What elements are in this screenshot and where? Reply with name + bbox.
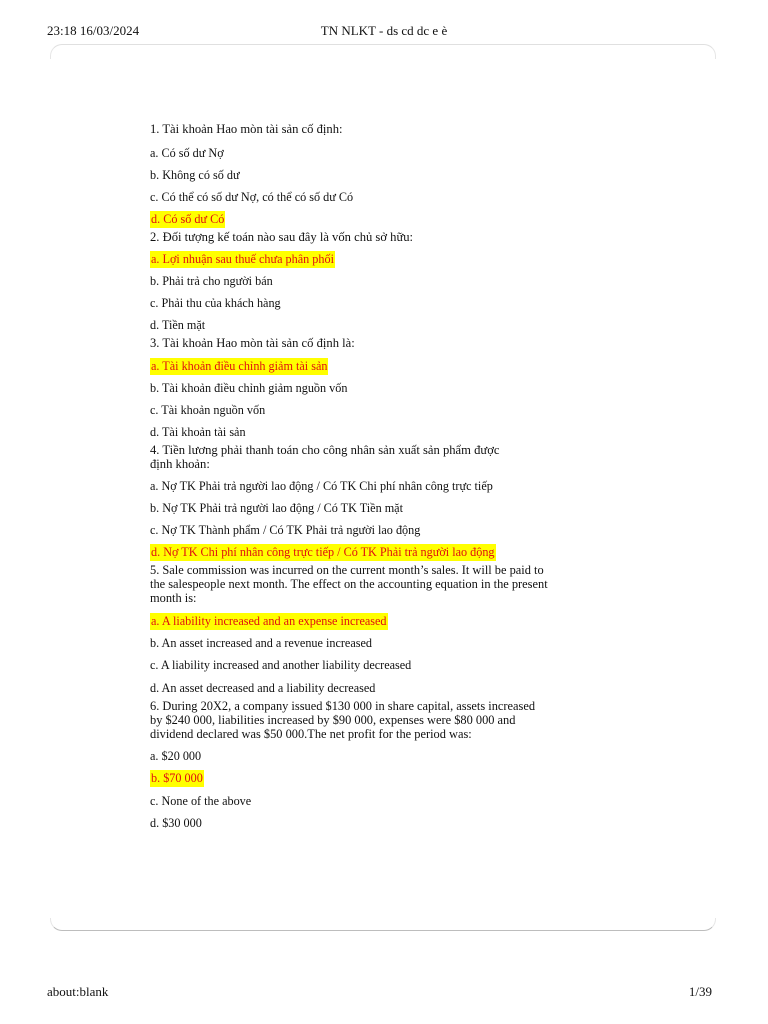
question-6-line-1: 6. During 20X2, a company issued $130 000 in share capital, assets increased [150, 699, 536, 713]
q5-option-d: d. An asset decreased and a liability decreased [150, 681, 376, 695]
q3-option-b: b. Tài khoản điều chỉnh giảm nguồn vốn [150, 381, 348, 395]
q5-option-a-answer: a. A liability increased and an expense increased [151, 614, 387, 628]
question-4-line-2: định khoản: [150, 457, 210, 471]
q6-option-d: d. $30 000 [150, 816, 202, 830]
q1-option-a: a. Có số dư Nợ [150, 146, 224, 160]
q1-option-c: c. Có thể có số dư Nợ, có thể có số dư Có [150, 190, 354, 204]
q4-option-a: a. Nợ TK Phải trả người lao động / Có TK Chi phí nhân công trực tiếp [150, 479, 493, 493]
document-title: TN NLKT - ds cd dc e è [320, 23, 448, 38]
q3-option-d: d. Tài khoản tài sản [150, 425, 246, 439]
q1-option-d-answer: d. Có số dư Có [151, 212, 225, 226]
print-datetime: 23:18 16/03/2024 [47, 23, 140, 38]
q4-option-d-answer: d. Nợ TK Chi phí nhân công trực tiếp / Có TK Phải trả người lao động [151, 545, 495, 559]
q4-option-c: c. Nợ TK Thành phẩm / Có TK Phải trả người lao động [150, 523, 421, 537]
q2-option-b: b. Phải trả cho người bán [150, 274, 273, 288]
q4-option-b: b. Nợ TK Phải trả người lao động / Có TK Tiền mặt [150, 501, 403, 515]
question-6-line-3: dividend declared was $50 000.The net profit for the period was: [150, 727, 472, 741]
q6-option-b-answer: b. $70 000 [151, 771, 203, 785]
q6-option-c: c. None of the above [150, 794, 252, 808]
q5-option-c: c. A liability increased and another liability decreased [150, 658, 412, 672]
question-1: 1. Tài khoản Hao mòn tài sản cố định: [150, 122, 343, 136]
question-4-line-1: 4. Tiền lương phải thanh toán cho công nhân sản xuất sản phẩm được [150, 443, 500, 457]
question-3: 3. Tài khoản Hao mòn tài sản cố định là: [150, 336, 355, 350]
question-5-line-3: month is: [150, 591, 197, 605]
q2-option-a-answer: a. Lợi nhuận sau thuế chưa phân phối [151, 252, 334, 266]
page-frame-top [50, 44, 716, 59]
q3-option-c: c. Tài khoản nguồn vốn [150, 403, 266, 417]
q3-option-a-answer: a. Tài khoản điều chỉnh giảm tài sản [151, 359, 328, 373]
page-number: 1/39 [688, 984, 712, 999]
page-frame-bottom [50, 918, 716, 931]
question-5-line-2: the salespeople next month. The effect on the accounting equation in the present [150, 577, 548, 591]
q2-option-d: d. Tiền mặt [150, 318, 206, 332]
page-url: about:blank [47, 984, 109, 999]
question-6-line-2: by $240 000, liabilities increased by $90 000, expenses were $80 000 and [150, 713, 516, 727]
q1-option-b: b. Không có số dư [150, 168, 240, 182]
q6-option-a: a. $20 000 [150, 749, 202, 763]
q5-option-b: b. An asset increased and a revenue increased [150, 636, 372, 650]
question-2: 2. Đối tượng kế toán nào sau đây là vốn chủ sở hữu: [150, 230, 414, 244]
question-5-line-1: 5. Sale commission was incurred on the current month’s sales. It will be paid to [150, 563, 544, 577]
q2-option-c: c. Phải thu của khách hàng [150, 296, 281, 310]
